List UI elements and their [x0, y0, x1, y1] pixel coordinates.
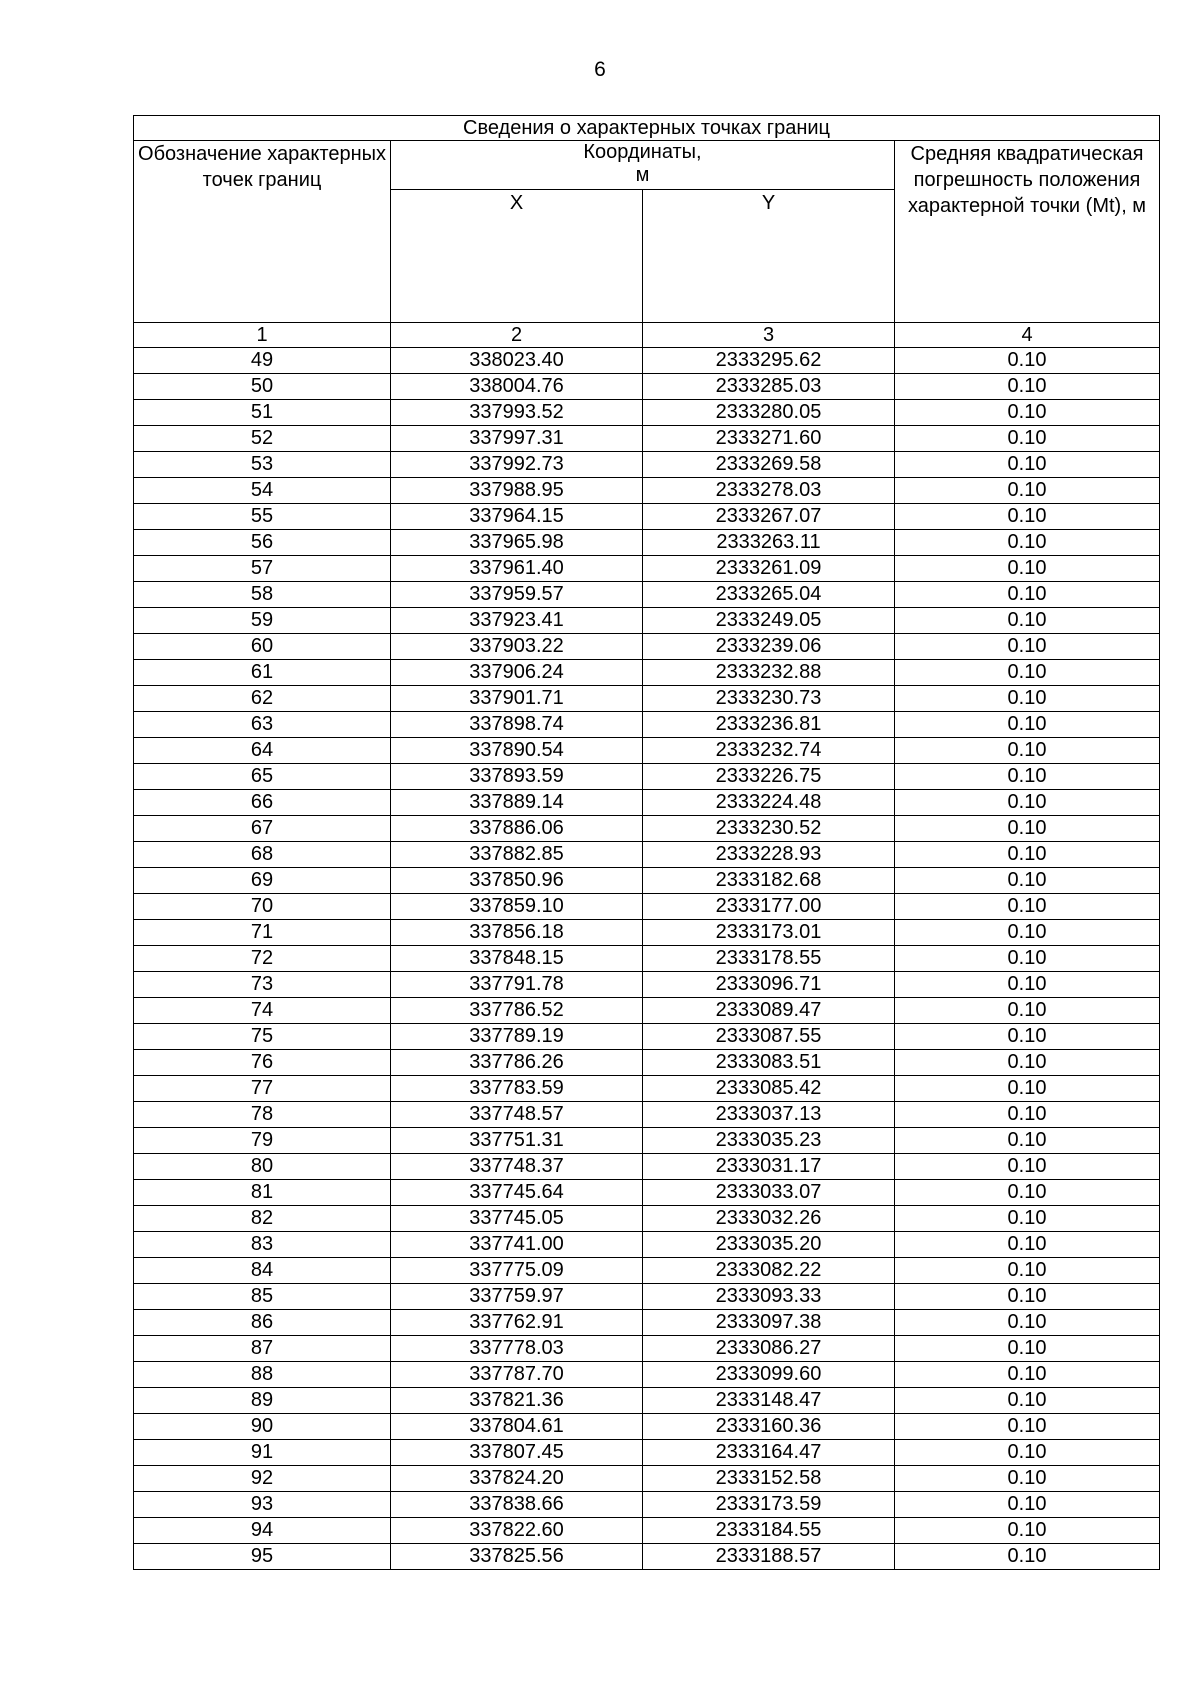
x-coordinate-cell: 337787.70 [391, 1362, 643, 1388]
point-cell: 60 [134, 634, 391, 660]
mt-error-cell: 0.10 [895, 608, 1160, 634]
point-cell: 65 [134, 764, 391, 790]
table-row [134, 712, 1160, 738]
x-coordinate-cell: 337824.20 [391, 1466, 643, 1492]
x-coordinate-cell: 337903.22 [391, 634, 643, 660]
mt-error-cell: 0.10 [895, 1076, 1160, 1102]
y-coordinate-cell: 2333280.05 [643, 400, 895, 426]
point-cell: 74 [134, 998, 391, 1024]
x-coordinate-cell: 338023.40 [391, 348, 643, 374]
point-cell: 56 [134, 530, 391, 556]
point-cell: 58 [134, 582, 391, 608]
y-coordinate-cell: 2333263.11 [643, 530, 895, 556]
y-coordinate-cell: 2333285.03 [643, 374, 895, 400]
point-cell: 83 [134, 1232, 391, 1258]
y-coordinate-cell: 2333173.01 [643, 920, 895, 946]
mt-error-cell: 0.10 [895, 530, 1160, 556]
table-row [134, 764, 1160, 790]
point-cell: 62 [134, 686, 391, 712]
column-number: 1 [134, 323, 391, 348]
table-row [134, 894, 1160, 920]
y-coordinate-cell: 2333232.74 [643, 738, 895, 764]
x-coordinate-cell: 337890.54 [391, 738, 643, 764]
x-coordinate-cell: 337993.52 [391, 400, 643, 426]
point-cell: 84 [134, 1258, 391, 1284]
y-coordinate-cell: 2333152.58 [643, 1466, 895, 1492]
table-row [134, 1518, 1160, 1544]
x-coordinate-cell: 337992.73 [391, 452, 643, 478]
point-cell: 54 [134, 478, 391, 504]
y-coordinate-cell: 2333239.06 [643, 634, 895, 660]
y-coordinate-cell: 2333089.47 [643, 998, 895, 1024]
x-coordinate-cell: 337850.96 [391, 868, 643, 894]
point-cell: 57 [134, 556, 391, 582]
table-row [134, 1544, 1160, 1570]
y-coordinate-cell: 2333031.17 [643, 1154, 895, 1180]
x-coordinate-cell: 337822.60 [391, 1518, 643, 1544]
point-cell: 61 [134, 660, 391, 686]
table-row [134, 1310, 1160, 1336]
mt-error-cell: 0.10 [895, 1388, 1160, 1414]
table-row [134, 426, 1160, 452]
y-coordinate-cell: 2333188.57 [643, 1544, 895, 1570]
table-row [134, 478, 1160, 504]
y-coordinate-cell: 2333295.62 [643, 348, 895, 374]
table-row [134, 1284, 1160, 1310]
point-column-header: Обозначение характерных точек границ [134, 141, 391, 323]
point-cell: 89 [134, 1388, 391, 1414]
point-cell: 70 [134, 894, 391, 920]
x-coordinate-cell: 337791.78 [391, 972, 643, 998]
mt-error-cell: 0.10 [895, 1024, 1160, 1050]
mt-error-cell: 0.10 [895, 1518, 1160, 1544]
y-coordinate-cell: 2333230.52 [643, 816, 895, 842]
y-coordinate-cell: 2333085.42 [643, 1076, 895, 1102]
y-column-header: Y [643, 190, 895, 323]
table-row [134, 1102, 1160, 1128]
y-coordinate-cell: 2333148.47 [643, 1388, 895, 1414]
mt-error-cell: 0.10 [895, 764, 1160, 790]
column-number: 3 [643, 323, 895, 348]
mt-error-cell: 0.10 [895, 452, 1160, 478]
table-row [134, 920, 1160, 946]
table-row [134, 1024, 1160, 1050]
point-cell: 95 [134, 1544, 391, 1570]
table-row [134, 738, 1160, 764]
point-cell: 82 [134, 1206, 391, 1232]
table-row [134, 816, 1160, 842]
boundary-points-table [133, 115, 1160, 1570]
y-coordinate-cell: 2333236.81 [643, 712, 895, 738]
y-coordinate-cell: 2333160.36 [643, 1414, 895, 1440]
point-cell: 76 [134, 1050, 391, 1076]
point-cell: 71 [134, 920, 391, 946]
mt-error-cell: 0.10 [895, 426, 1160, 452]
point-cell: 55 [134, 504, 391, 530]
x-coordinate-cell: 337775.09 [391, 1258, 643, 1284]
mt-error-cell: 0.10 [895, 712, 1160, 738]
y-coordinate-cell: 2333265.04 [643, 582, 895, 608]
x-coordinate-cell: 337964.15 [391, 504, 643, 530]
x-coordinate-cell: 337745.64 [391, 1180, 643, 1206]
mt-error-cell: 0.10 [895, 868, 1160, 894]
x-coordinate-cell: 337762.91 [391, 1310, 643, 1336]
header-row-1 [134, 141, 1160, 190]
table-row [134, 946, 1160, 972]
mt-error-cell: 0.10 [895, 582, 1160, 608]
point-cell: 85 [134, 1284, 391, 1310]
x-coordinate-cell: 337789.19 [391, 1024, 643, 1050]
mt-error-cell: 0.10 [895, 1154, 1160, 1180]
table-row [134, 842, 1160, 868]
mt-error-cell: 0.10 [895, 1102, 1160, 1128]
y-coordinate-cell: 2333269.58 [643, 452, 895, 478]
mt-error-cell: 0.10 [895, 1544, 1160, 1570]
mt-error-cell: 0.10 [895, 1258, 1160, 1284]
point-cell: 93 [134, 1492, 391, 1518]
point-cell: 68 [134, 842, 391, 868]
coordinates-header-unit: м [635, 164, 650, 186]
point-cell: 67 [134, 816, 391, 842]
mt-error-cell: 0.10 [895, 998, 1160, 1024]
point-cell: 88 [134, 1362, 391, 1388]
table-row [134, 1050, 1160, 1076]
table-row [134, 790, 1160, 816]
x-coordinate-cell: 337961.40 [391, 556, 643, 582]
table-row [134, 530, 1160, 556]
y-coordinate-cell: 2333032.26 [643, 1206, 895, 1232]
point-cell: 91 [134, 1440, 391, 1466]
mt-error-cell: 0.10 [895, 842, 1160, 868]
mt-error-cell: 0.10 [895, 790, 1160, 816]
mt-error-cell: 0.10 [895, 946, 1160, 972]
x-coordinate-cell: 337748.57 [391, 1102, 643, 1128]
point-cell: 79 [134, 1128, 391, 1154]
mt-error-cell: 0.10 [895, 504, 1160, 530]
mt-error-cell: 0.10 [895, 374, 1160, 400]
table-row [134, 660, 1160, 686]
point-cell: 92 [134, 1466, 391, 1492]
mt-error-cell: 0.10 [895, 1466, 1160, 1492]
point-cell: 80 [134, 1154, 391, 1180]
table-row [134, 1466, 1160, 1492]
table-row [134, 556, 1160, 582]
coordinates-header [391, 141, 895, 190]
table-row [134, 1206, 1160, 1232]
mt-error-cell: 0.10 [895, 1492, 1160, 1518]
point-cell: 50 [134, 374, 391, 400]
y-coordinate-cell: 2333261.09 [643, 556, 895, 582]
table-caption: Сведения о характерных точках границ [134, 116, 1160, 141]
y-coordinate-cell: 2333033.07 [643, 1180, 895, 1206]
table-row [134, 374, 1160, 400]
table-row [134, 1492, 1160, 1518]
y-coordinate-cell: 2333093.33 [643, 1284, 895, 1310]
table-row [134, 1180, 1160, 1206]
point-cell: 90 [134, 1414, 391, 1440]
x-coordinate-cell: 337886.06 [391, 816, 643, 842]
y-coordinate-cell: 2333177.00 [643, 894, 895, 920]
y-coordinate-cell: 2333099.60 [643, 1362, 895, 1388]
x-coordinate-cell: 337856.18 [391, 920, 643, 946]
x-coordinate-cell: 337923.41 [391, 608, 643, 634]
x-coordinate-cell: 337745.05 [391, 1206, 643, 1232]
column-number: 4 [895, 323, 1160, 348]
y-coordinate-cell: 2333097.38 [643, 1310, 895, 1336]
table-row [134, 868, 1160, 894]
table-row [134, 1440, 1160, 1466]
table-row [134, 1128, 1160, 1154]
x-coordinate-cell: 337786.26 [391, 1050, 643, 1076]
x-coordinate-cell: 337741.00 [391, 1232, 643, 1258]
y-coordinate-cell: 2333086.27 [643, 1336, 895, 1362]
y-coordinate-cell: 2333278.03 [643, 478, 895, 504]
point-cell: 49 [134, 348, 391, 374]
x-coordinate-cell: 337778.03 [391, 1336, 643, 1362]
y-coordinate-cell: 2333249.05 [643, 608, 895, 634]
table-row [134, 400, 1160, 426]
x-column-header: X [391, 190, 643, 323]
x-coordinate-cell: 337759.97 [391, 1284, 643, 1310]
mt-error-cell: 0.10 [895, 1440, 1160, 1466]
x-coordinate-cell: 337889.14 [391, 790, 643, 816]
point-cell: 64 [134, 738, 391, 764]
x-coordinate-cell: 337882.85 [391, 842, 643, 868]
mt-error-cell: 0.10 [895, 1414, 1160, 1440]
y-coordinate-cell: 2333182.68 [643, 868, 895, 894]
point-cell: 78 [134, 1102, 391, 1128]
y-coordinate-cell: 2333082.22 [643, 1258, 895, 1284]
x-coordinate-cell: 337748.37 [391, 1154, 643, 1180]
mt-error-cell: 0.10 [895, 1362, 1160, 1388]
mt-error-cell: 0.10 [895, 686, 1160, 712]
table-row [134, 1076, 1160, 1102]
point-cell: 52 [134, 426, 391, 452]
y-coordinate-cell: 2333271.60 [643, 426, 895, 452]
point-cell: 87 [134, 1336, 391, 1362]
mt-error-cell: 0.10 [895, 1128, 1160, 1154]
table-row [134, 998, 1160, 1024]
y-coordinate-cell: 2333035.20 [643, 1232, 895, 1258]
column-number: 2 [391, 323, 643, 348]
table-row [134, 1154, 1160, 1180]
y-coordinate-cell: 2333173.59 [643, 1492, 895, 1518]
table-row [134, 452, 1160, 478]
y-coordinate-cell: 2333164.47 [643, 1440, 895, 1466]
point-cell: 81 [134, 1180, 391, 1206]
y-coordinate-cell: 2333224.48 [643, 790, 895, 816]
table-row [134, 1414, 1160, 1440]
x-coordinate-cell: 337959.57 [391, 582, 643, 608]
table-row [134, 608, 1160, 634]
mt-error-cell: 0.10 [895, 1336, 1160, 1362]
table-row [134, 972, 1160, 998]
x-coordinate-cell: 337751.31 [391, 1128, 643, 1154]
mt-error-cell: 0.10 [895, 920, 1160, 946]
x-coordinate-cell: 338004.76 [391, 374, 643, 400]
y-coordinate-cell: 2333037.13 [643, 1102, 895, 1128]
mt-error-cell: 0.10 [895, 348, 1160, 374]
mt-error-cell: 0.10 [895, 1180, 1160, 1206]
x-coordinate-cell: 337838.66 [391, 1492, 643, 1518]
x-coordinate-cell: 337901.71 [391, 686, 643, 712]
point-cell: 63 [134, 712, 391, 738]
point-cell: 72 [134, 946, 391, 972]
table-row [134, 1232, 1160, 1258]
x-coordinate-cell: 337898.74 [391, 712, 643, 738]
x-coordinate-cell: 337821.36 [391, 1388, 643, 1414]
x-coordinate-cell: 337859.10 [391, 894, 643, 920]
y-coordinate-cell: 2333035.23 [643, 1128, 895, 1154]
x-coordinate-cell: 337906.24 [391, 660, 643, 686]
page-number: 6 [594, 58, 606, 81]
table-row [134, 1362, 1160, 1388]
table-caption-row [134, 116, 1160, 141]
coordinates-header-title: Координаты, [583, 141, 702, 163]
table-row [134, 504, 1160, 530]
x-coordinate-cell: 337783.59 [391, 1076, 643, 1102]
mt-error-cell: 0.10 [895, 1206, 1160, 1232]
x-coordinate-cell: 337786.52 [391, 998, 643, 1024]
y-coordinate-cell: 2333178.55 [643, 946, 895, 972]
x-coordinate-cell: 337988.95 [391, 478, 643, 504]
mt-error-cell: 0.10 [895, 634, 1160, 660]
table-row [134, 634, 1160, 660]
table-row [134, 582, 1160, 608]
point-cell: 59 [134, 608, 391, 634]
point-cell: 69 [134, 868, 391, 894]
point-cell: 51 [134, 400, 391, 426]
mt-error-cell: 0.10 [895, 1284, 1160, 1310]
x-coordinate-cell: 337893.59 [391, 764, 643, 790]
mt-error-cell: 0.10 [895, 1050, 1160, 1076]
x-coordinate-cell: 337804.61 [391, 1414, 643, 1440]
mt-error-cell: 0.10 [895, 738, 1160, 764]
point-cell: 94 [134, 1518, 391, 1544]
x-coordinate-cell: 337965.98 [391, 530, 643, 556]
y-coordinate-cell: 2333230.73 [643, 686, 895, 712]
mt-error-cell: 0.10 [895, 660, 1160, 686]
mt-error-cell: 0.10 [895, 972, 1160, 998]
table-row [134, 686, 1160, 712]
y-coordinate-cell: 2333087.55 [643, 1024, 895, 1050]
point-cell: 75 [134, 1024, 391, 1050]
y-coordinate-cell: 2333226.75 [643, 764, 895, 790]
point-cell: 73 [134, 972, 391, 998]
y-coordinate-cell: 2333267.07 [643, 504, 895, 530]
column-number-row [134, 323, 1160, 348]
y-coordinate-cell: 2333083.51 [643, 1050, 895, 1076]
table-row [134, 1388, 1160, 1414]
point-cell: 86 [134, 1310, 391, 1336]
x-coordinate-cell: 337997.31 [391, 426, 643, 452]
point-cell: 77 [134, 1076, 391, 1102]
mt-error-cell: 0.10 [895, 556, 1160, 582]
mt-error-cell: 0.10 [895, 1310, 1160, 1336]
error-column-header: Средняя квадратическая погрешность положения характерной точки (Mt), м [895, 141, 1160, 323]
mt-error-cell: 0.10 [895, 1232, 1160, 1258]
point-cell: 66 [134, 790, 391, 816]
y-coordinate-cell: 2333228.93 [643, 842, 895, 868]
mt-error-cell: 0.10 [895, 894, 1160, 920]
x-coordinate-cell: 337848.15 [391, 946, 643, 972]
table-row [134, 348, 1160, 374]
y-coordinate-cell: 2333232.88 [643, 660, 895, 686]
mt-error-cell: 0.10 [895, 478, 1160, 504]
y-coordinate-cell: 2333184.55 [643, 1518, 895, 1544]
x-coordinate-cell: 337807.45 [391, 1440, 643, 1466]
x-coordinate-cell: 337825.56 [391, 1544, 643, 1570]
y-coordinate-cell: 2333096.71 [643, 972, 895, 998]
point-cell: 53 [134, 452, 391, 478]
mt-error-cell: 0.10 [895, 816, 1160, 842]
mt-error-cell: 0.10 [895, 400, 1160, 426]
table-row [134, 1336, 1160, 1362]
table-row [134, 1258, 1160, 1284]
